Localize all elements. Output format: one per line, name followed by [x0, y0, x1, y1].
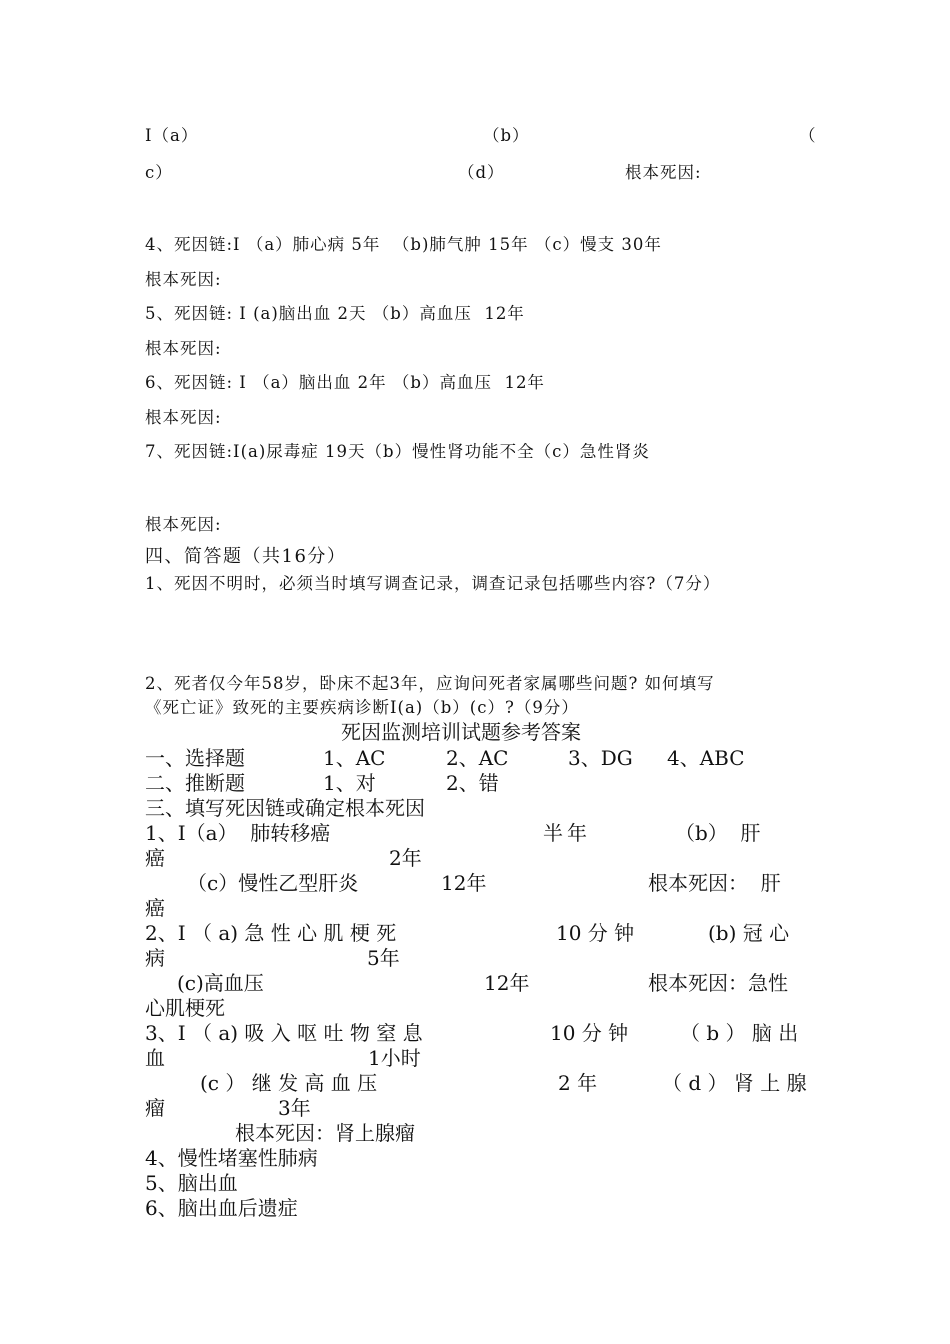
answer6: 6、脑出血后遗症 [145, 1196, 298, 1220]
root-cause-label-6: 根本死因: [145, 408, 222, 427]
answer-choice-1: 1、AC [323, 746, 386, 770]
answer1-time-b: 2年 [389, 846, 422, 870]
answer-judge-1: 1、对 [323, 771, 376, 795]
answer3-chain-b: （ b ） 脑 出 [680, 1021, 799, 1045]
question-text-1: 1、死因不明时，必须当时填写调查记录，调查记录包括哪些内容?（7分） [145, 574, 721, 593]
chain-label-c-open: （ [799, 126, 817, 145]
section-title: 四、简答题（共16分） [145, 546, 347, 567]
root-cause-label: 根本死因: [625, 163, 702, 182]
root-cause-label-7: 根本死因: [145, 515, 222, 534]
answer1-time-c: 12年 [441, 871, 487, 895]
answer-choice-4: 4、ABC [667, 746, 745, 770]
answer-section-3-label: 三、填写死因链或确定根本死因 [145, 796, 425, 820]
answer4: 4、慢性堵塞性肺病 [145, 1146, 318, 1170]
answer-choice-2: 2、AC [446, 746, 509, 770]
answer3-time-c: 2 年 [558, 1071, 598, 1095]
answer3-chain-b-cont: 血 [145, 1046, 165, 1070]
answer2-chain-c: (c)高血压 [177, 971, 264, 995]
chain-label-a: Ⅰ（a） [145, 126, 199, 145]
answer2-chain-b-cont: 病 [145, 946, 165, 970]
answer-judge-2: 2、错 [446, 771, 499, 795]
answer1-chain-b-cont: 癌 [145, 846, 165, 870]
answer1-root: 根本死因： 肝 [648, 871, 781, 895]
chain-label-c: c） [145, 163, 173, 182]
question-text-2a: 2、死者仅今年58岁，卧床不起3年，应询问死者家属哪些问题? 如何填写 [145, 674, 715, 693]
answer3-chain-d-cont: 瘤 [145, 1096, 165, 1120]
answer5: 5、脑出血 [145, 1171, 238, 1195]
chain-label-b: （b） [483, 126, 530, 145]
answer-choice-3: 3、DG [568, 746, 633, 770]
answer3-time-d: 3年 [278, 1096, 311, 1120]
question-chain-7: 7、死因链:Ⅰ(a)尿毒症 19天（b）慢性肾功能不全（c）急性肾炎 [145, 442, 650, 461]
answer2-chain-a: 2、Ⅰ （ a) 急 性 心 肌 梗 死 [145, 921, 397, 945]
answer1-root-cont: 癌 [145, 896, 165, 920]
answer3-root: 根本死因：肾上腺瘤 [235, 1121, 415, 1145]
chain-label-d: （d） [458, 163, 505, 182]
answer3-chain-a: 3、Ⅰ （ a) 吸 入 呕 吐 物 窒 息 [145, 1021, 423, 1045]
question-chain-5: 5、死因链: Ⅰ (a)脑出血 2天 （b）高血压 12年 [145, 304, 525, 323]
answer1-chain-c: （c）慢性乙型肝炎 [187, 871, 359, 895]
root-cause-label-5: 根本死因: [145, 339, 222, 358]
answer3-time-b: 1小时 [368, 1046, 421, 1070]
answer1-time-a: 半年 [543, 821, 591, 845]
answer2-root-cont: 心肌梗死 [145, 996, 225, 1020]
answer1-chain-b: （b） 肝 [675, 821, 761, 845]
root-cause-label-4: 根本死因: [145, 270, 222, 289]
answer2-time-a: 10 分 钟 [556, 921, 635, 945]
question-chain-4: 4、死因链:Ⅰ （a）肺心病 5年 （b)肺气肿 15年 （c）慢支 30年 [145, 235, 662, 254]
answer3-chain-d: （ d ） 肾 上 腺 [662, 1071, 807, 1095]
answers-title: 死因监测培训试题参考答案 [341, 720, 581, 744]
question-chain-6: 6、死因链: Ⅰ （a）脑出血 2年 （b）高血压 12年 [145, 373, 545, 392]
answer2-root: 根本死因：急性 [648, 971, 788, 995]
answer2-chain-b: (b) 冠 心 [708, 921, 790, 945]
answer2-time-c: 12年 [484, 971, 530, 995]
answer3-chain-c: (c ） 继 发 高 血 压 [200, 1071, 378, 1095]
answer3-time-a: 10 分 钟 [550, 1021, 629, 1045]
question-text-2b: 《死亡证》致死的主要疾病诊断Ⅰ(a)（b）(c）?（9分） [145, 698, 579, 717]
answer-section-2-label: 二、推断题 [145, 771, 245, 795]
answer-section-1-label: 一、选择题 [145, 746, 245, 770]
answer2-time-b: 5年 [367, 946, 400, 970]
answer1-chain-a: 1、Ⅰ（a） 肺转移癌 [145, 821, 331, 845]
